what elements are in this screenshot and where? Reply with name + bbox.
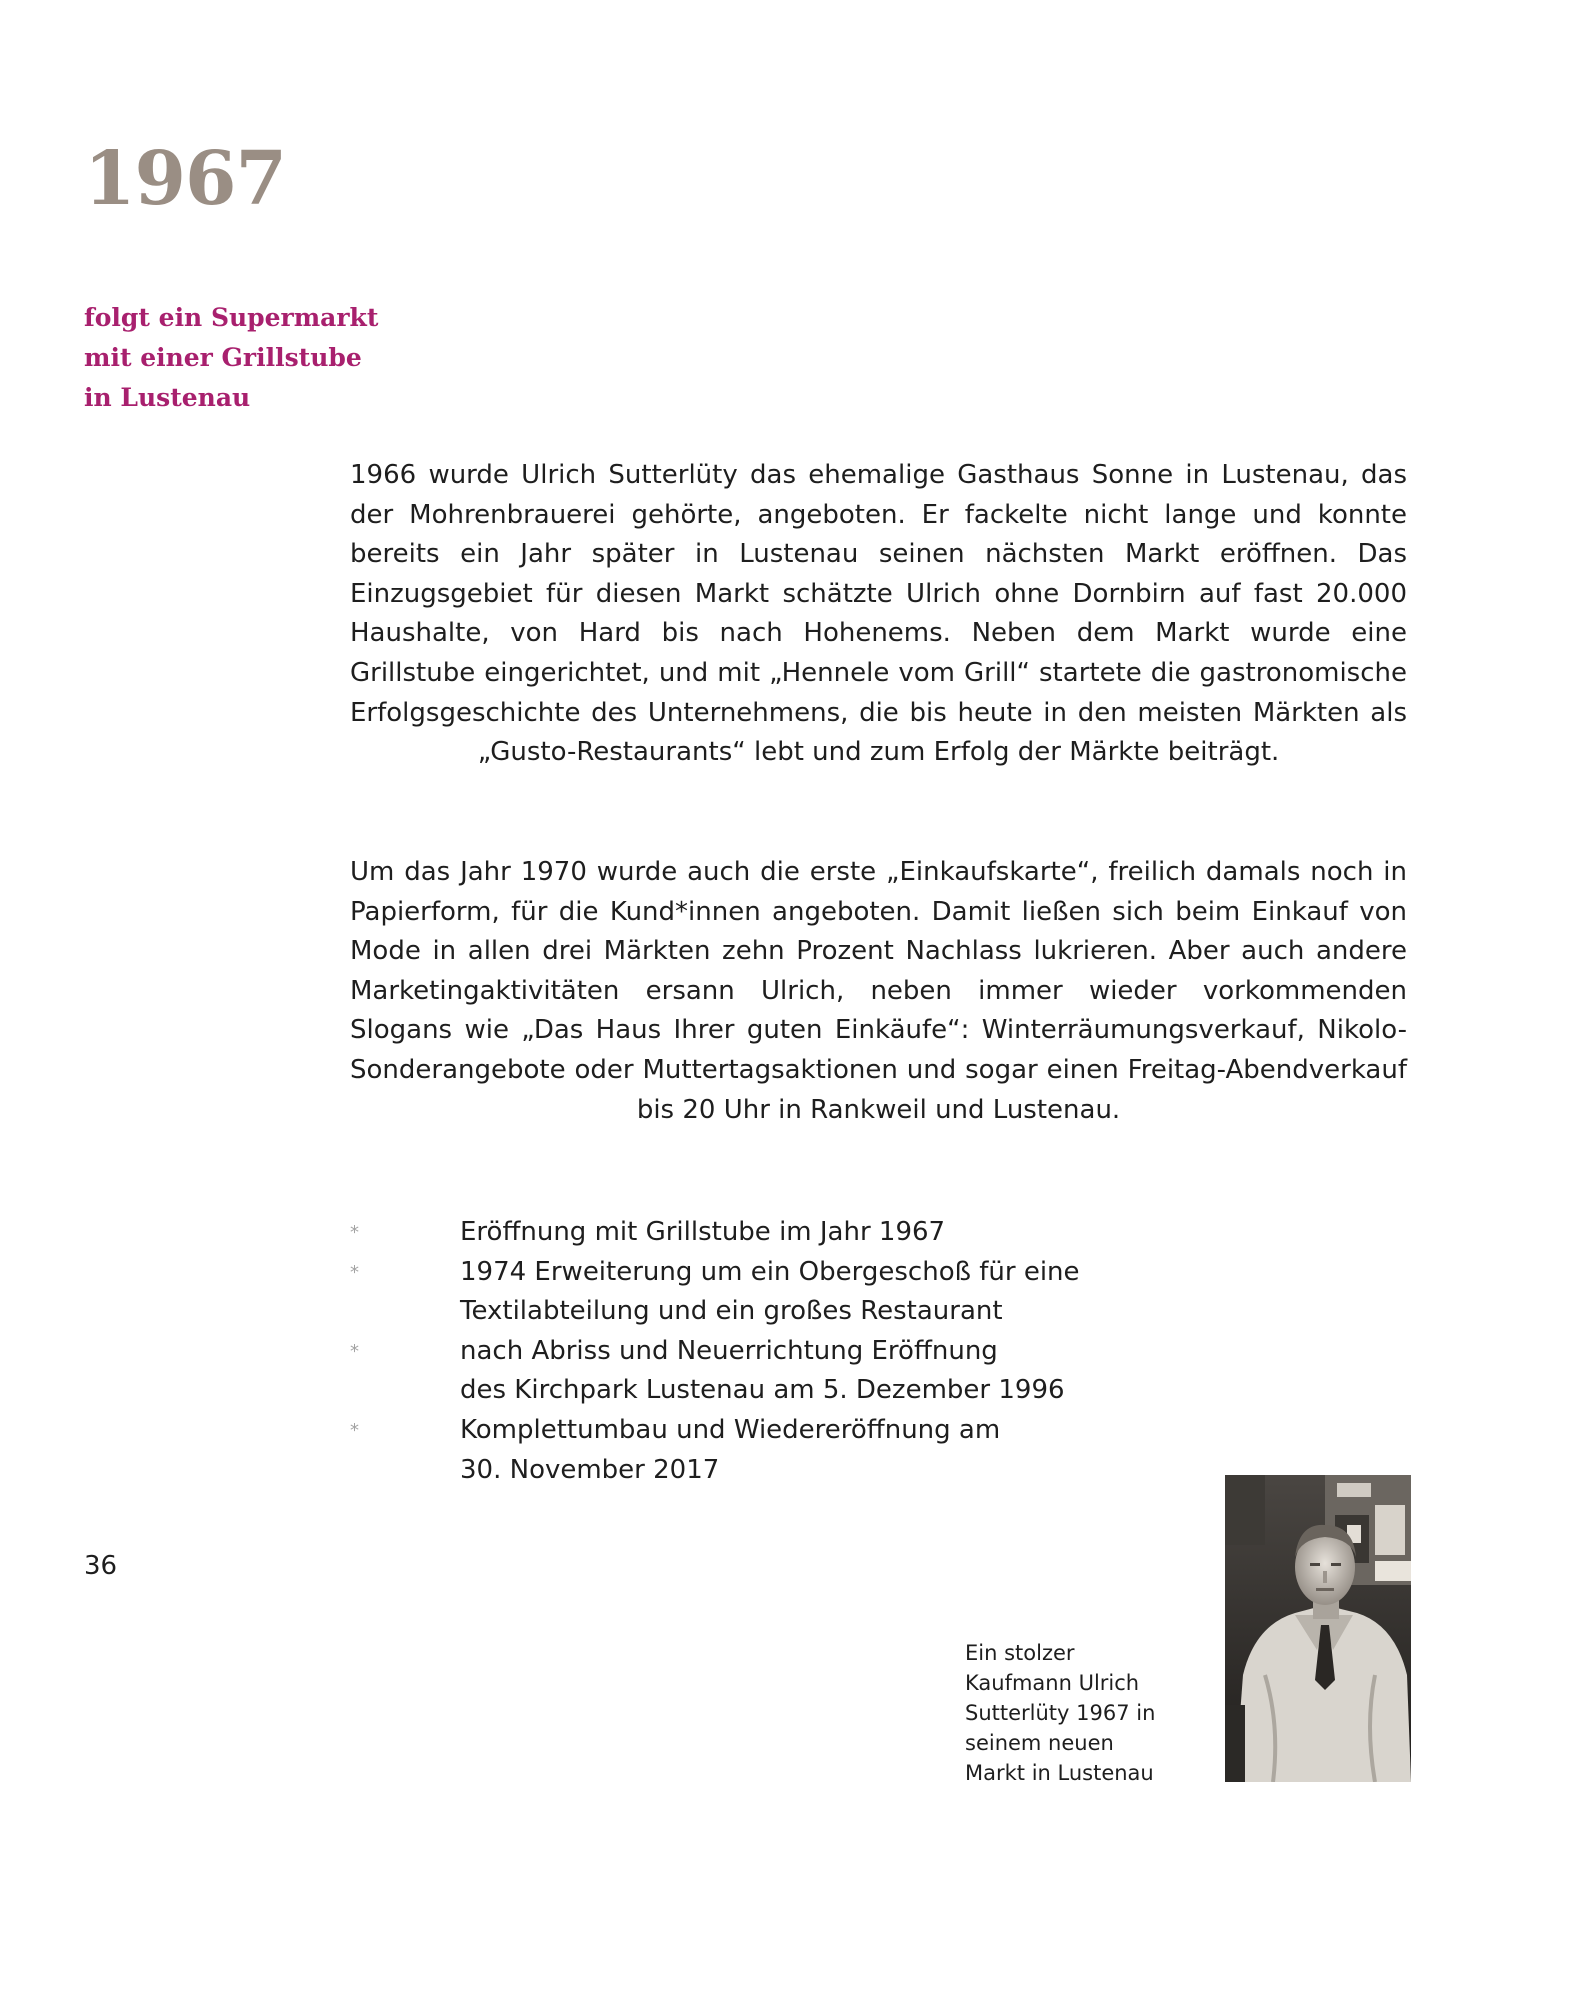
caption-line: Markt in Lustenau	[965, 1761, 1154, 1785]
highlight-line: 1974 Erweiterung um ein Obergeschoß für eine	[460, 1256, 1080, 1287]
portrait-photo	[1225, 1475, 1411, 1782]
highlight-line: Komplettumbau und Wiedereröffnung am	[460, 1414, 1001, 1445]
body-paragraph-2: Um das Jahr 1970 wurde auch die erste „Einkaufskarte“, freilich damals noch in Papierform, für die Kund*innen angeboten. Damit ließen sich beim Einkauf von Mode in allen drei Märkten zehn Prozent Nachlass lukrieren. Aber auch andere Marketingaktivitäten ersann Ulrich, neben immer wieder vorkommenden Slogans wie „Das Haus Ihrer guten Einkäufe“: Winterräumungsverkauf, Nikolo-Sonderangebote oder Muttertagsaktionen und sogar einen Freitag-Abendverkauf bis 20 Uhr in Rankweil und Lustenau.	[350, 857, 1407, 1125]
asterisk-bullet-icon: *	[350, 1261, 359, 1283]
subheading-line: mit einer Grillstube	[84, 343, 362, 372]
highlights-list	[350, 1213, 1250, 1490]
highlight-item	[350, 1411, 1250, 1490]
highlight-item	[350, 1332, 1250, 1411]
subheading-line: folgt ein Supermarkt	[84, 303, 379, 332]
highlight-line: nach Abriss und Neuerrichtung Eröffnung	[460, 1335, 998, 1366]
page-number: 36	[84, 1551, 118, 1581]
caption-line: Ein stolzer	[965, 1641, 1075, 1665]
asterisk-bullet-icon: *	[350, 1419, 359, 1441]
caption-line: seinem neuen	[965, 1731, 1114, 1755]
highlight-item	[350, 1213, 1250, 1253]
highlight-line: des Kirchpark Lustenau am 5. Dezember 1996	[460, 1375, 1065, 1406]
asterisk-bullet-icon: *	[350, 1222, 359, 1243]
subheading	[84, 298, 378, 418]
caption-line: Kaufmann Ulrich	[965, 1671, 1140, 1695]
photo-caption	[965, 1638, 1195, 1788]
highlight-line: Eröffnung mit Grillstube im Jahr 1967	[460, 1217, 946, 1247]
portrait-photo-illustration	[1225, 1475, 1411, 1782]
year-heading: 1967	[84, 136, 286, 222]
asterisk-bullet-icon: *	[350, 1340, 359, 1362]
highlight-item	[350, 1253, 1250, 1332]
highlight-line: 30. November 2017	[460, 1454, 720, 1485]
body-paragraph-1: 1966 wurde Ulrich Sutterlüty das ehemalige Gasthaus Sonne in Lustenau, das der Mohrenbrauerei gehörte, angeboten. Er fackelte nicht lange und konnte bereits ein Jahr später in Lustenau seinen nächsten Markt eröffnen. Das Einzugsgebiet für diesen Markt schätzte Ulrich ohne Dornbirn auf fast 20.000 Haushalte, von Hard bis nach Hohenems. Neben dem Markt wurde eine Grillstube eingerichtet, und mit „Hennele vom Grill“ startete die gastronomische Erfolgsgeschichte des Unternehmens, die bis heute in den meisten Märkten als „Gusto-Restaurants“ lebt und zum Erfolg der Märkte beiträgt.	[350, 460, 1407, 768]
subheading-line: in Lustenau	[84, 383, 251, 412]
highlight-line: Textilabteilung und ein großes Restaurant	[460, 1296, 1003, 1327]
caption-line: Sutterlüty 1967 in	[965, 1701, 1156, 1725]
